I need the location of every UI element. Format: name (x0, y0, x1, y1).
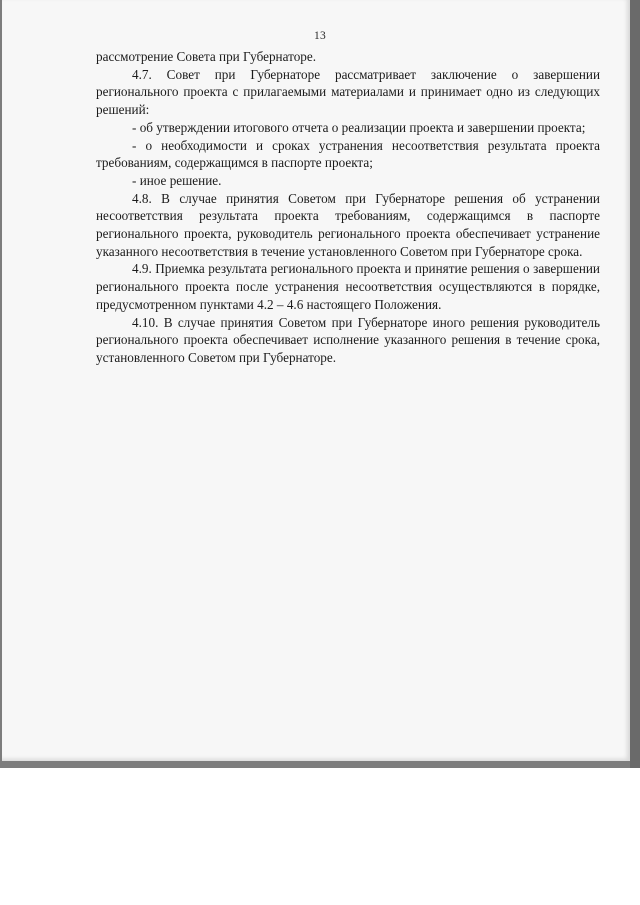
scan-edge (630, 0, 640, 768)
paragraph-4-9: 4.9. Приемка результата регионального проекта и принятие решения о завершении регионального проекта после устранения несоответствия осуществляются в порядке, предусмотренном пунктами 4.2 – 4.6 настоящего Положения. (96, 261, 600, 312)
document-body (96, 48, 600, 367)
list-item-fix-nonconformity: - о необходимости и сроках устранения несоответствия результата проекта требованиям, содержащимся в паспорте проекта; (96, 137, 600, 171)
paragraph-4-8: 4.8. В случае принятия Советом при Губернаторе решения об устранении несоответствия результата проекта требованиям, содержащимся в паспорте регионального проекта, руководитель регионального проекта обеспечивает устранение указанного несоответствия в течение установленного Советом при Губернаторе срока. (96, 190, 600, 259)
paragraph-4-7: 4.7. Совет при Губернаторе рассматривает заключение о завершении регионального проекта с прилагаемыми материалами и принимает одно из следующих решений: (96, 66, 600, 118)
page-number: 13 (313, 30, 327, 42)
blank-area (0, 768, 640, 905)
paragraph-continuation: рассмотрение Совета при Губернаторе. (96, 49, 317, 64)
paragraph-4-10: 4.10. В случае принятия Советом при Губернаторе иного решения руководитель регионального проекта обеспечивает исполнение указанного решения в течение срока, установленного Советом при Губернаторе. (96, 314, 600, 365)
list-item-approve-report: - об утверждении итогового отчета о реализации проекта и завершении проекта; (132, 119, 586, 135)
list-item-other-decision: - иное решение. (132, 172, 222, 188)
